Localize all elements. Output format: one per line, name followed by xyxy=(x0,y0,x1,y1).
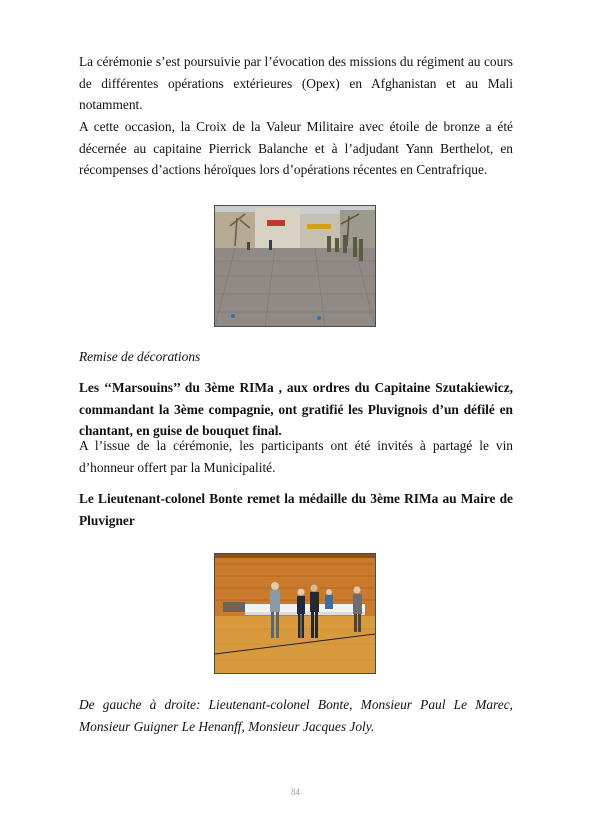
caption-remise-decorations: Remise de décorations xyxy=(79,349,201,364)
paragraph-vin-honneur: A l’issue de la cérémonie, les participants ont été invités à partagé le vin d’honneur offert par la Municipalité. xyxy=(79,438,513,475)
paragraph-medaille: Le Lieutenant-colonel Bonte remet la médaille du 3ème RIMa au Maire de Pluvigner xyxy=(79,491,513,528)
photo-ceremony-square xyxy=(214,205,376,327)
page-number: 84 xyxy=(291,787,300,797)
paragraph-marsouins: Les ‘‘Marsouins’’ du 3ème RIMa , aux ordres du Capitaine Szutakiewicz, commandant la 3ème compagnie, ont gratifié les Pluvignois d’un défilé en chantant, en guise de bouquet final. xyxy=(79,380,513,439)
paragraph-croix-valeur: A cette occasion, la Croix de la Valeur Militaire avec étoile de bronze a été décernée au capitaine Pierrick Balanche et à l’adjudant Yann Berthelot, en récompenses d’actions héroïques lors d’opérations récentes en Centrafrique. xyxy=(79,119,513,178)
photo-medal-ceremony xyxy=(214,553,376,674)
caption-de-gauche-a-droite: De gauche à droite: Lieutenant-colonel Bonte, Monsieur Paul Le Marec, Monsieur Guigner Le Henanff, Monsieur Jacques Joly. xyxy=(79,697,513,734)
paragraph-missions: La cérémonie s’est poursuivie par l’évocation des missions du régiment au cours de différentes opérations extérieures (Opex) en Afghanistan et au Mali notamment. xyxy=(79,54,513,113)
